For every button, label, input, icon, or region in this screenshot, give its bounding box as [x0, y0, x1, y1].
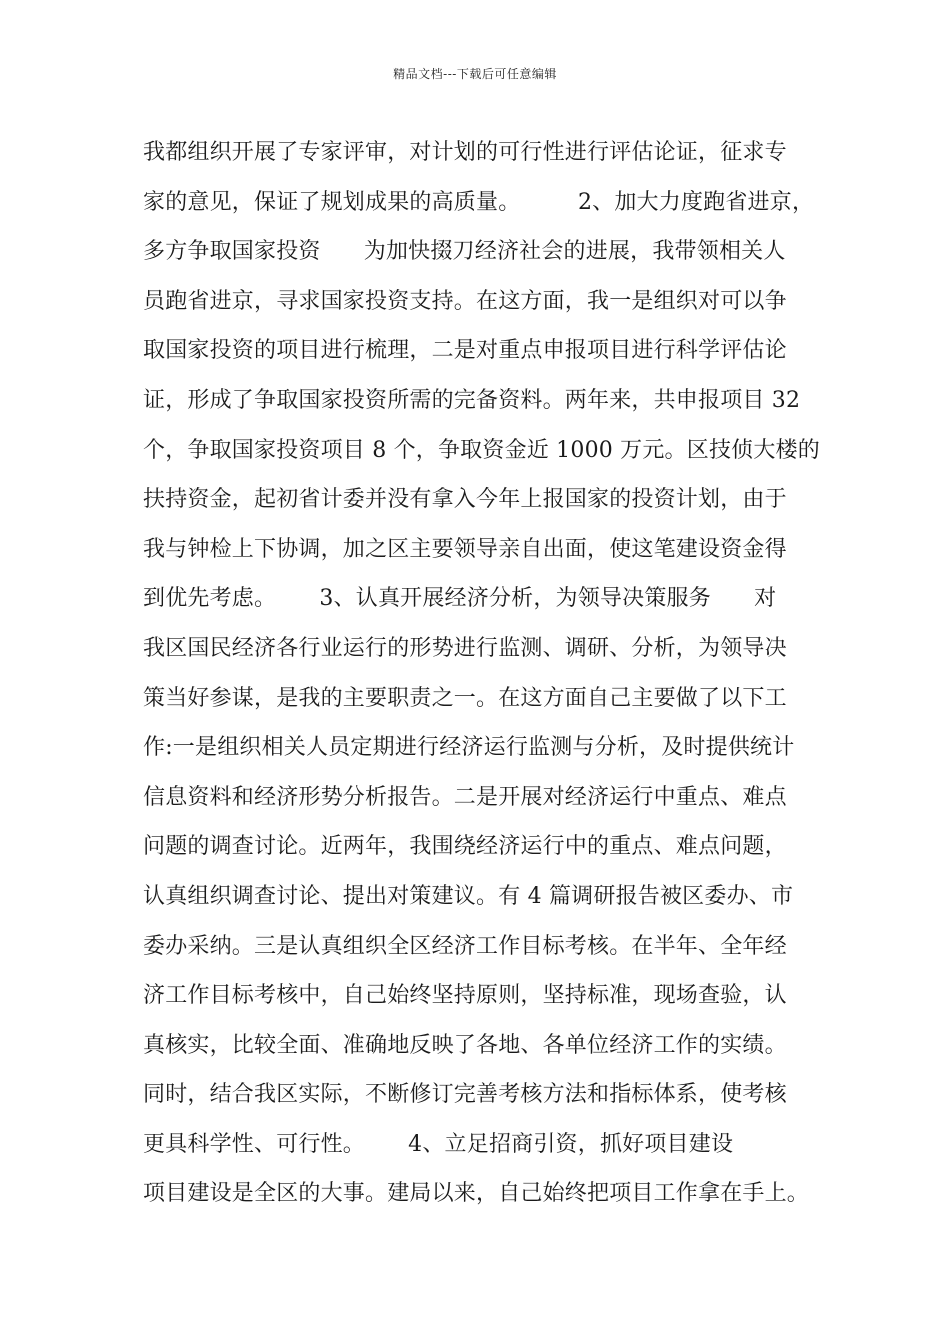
page-header: 精品文档---下载后可任意编辑	[393, 67, 557, 81]
text-line: 认真组织调查讨论、提出对策建议。有 4 篇调研报告被区委办、市	[143, 883, 794, 909]
text-line: 取国家投资的项目进行梳理，二是对重点申报项目进行科学评估论	[143, 338, 787, 364]
text-line: 问题的调查讨论。近两年，我围绕经济运行中的重点、难点问题，	[143, 834, 787, 860]
text-line: 员跑省进京，寻求国家投资支持。在这方面，我一是组织对可以争	[143, 288, 787, 314]
text-line: 我区国民经济各行业运行的形势进行监测、调研、分析，为领导决	[143, 635, 787, 661]
text-line: 我与钟检上下协调，加之区主要领导亲自出面，使这笔建设资金得	[143, 536, 787, 562]
text-line: 我都组织开展了专家评审，对计划的可行性进行评估论证，征求专	[143, 140, 787, 165]
text-line: 济工作目标考核中，自己始终坚持原则，坚持标准，现场查验，认	[143, 983, 787, 1009]
text-line: 策当好参谋，是我的主要职责之一。在这方面自己主要做了以下工	[143, 685, 787, 711]
text-line: 扶持资金，起初省计委并没有拿入今年上报国家的投资计划，由于	[143, 487, 787, 513]
text-line: 个，争取国家投资项目 8 个，争取资金近 1000 万元。区技侦大楼的	[143, 437, 820, 463]
text-line: 证，形成了争取国家投资所需的完备资料。两年来，共申报项目 32	[143, 387, 801, 413]
text-line: 同时，结合我区实际，不断修订完善考核方法和指标体系，使考核	[143, 1082, 787, 1108]
text-line: 作:一是组织相关人员定期进行经济运行监测与分析，及时提供统计	[143, 735, 795, 761]
text-line: 更具科学性、可行性。 4、立足招商引资，抓好项目建设	[143, 1131, 734, 1157]
text-line: 家的意见，保证了规划成果的高质量。 2、加大力度跑省进京，	[143, 189, 815, 215]
text-line: 真核实，比较全面、准确地反映了各地、各单位经济工作的实绩。	[143, 1032, 787, 1058]
text-line: 多方争取国家投资 为加快掇刀经济社会的进展，我带领相关人	[143, 239, 786, 265]
text-line: 项目建设是全区的大事。建局以来，自己始终把项目工作拿在手上。	[143, 1181, 810, 1207]
body-text	[143, 128, 833, 1219]
text-line: 到优先考虑。 3、认真开展经济分析，为领导决策服务 对	[143, 586, 777, 612]
text-line: 信息资料和经济形势分析报告。二是开展对经济运行中重点、难点	[143, 784, 787, 810]
text-line: 委办采纳。三是认真组织全区经济工作目标考核。在半年、全年经	[143, 933, 787, 959]
